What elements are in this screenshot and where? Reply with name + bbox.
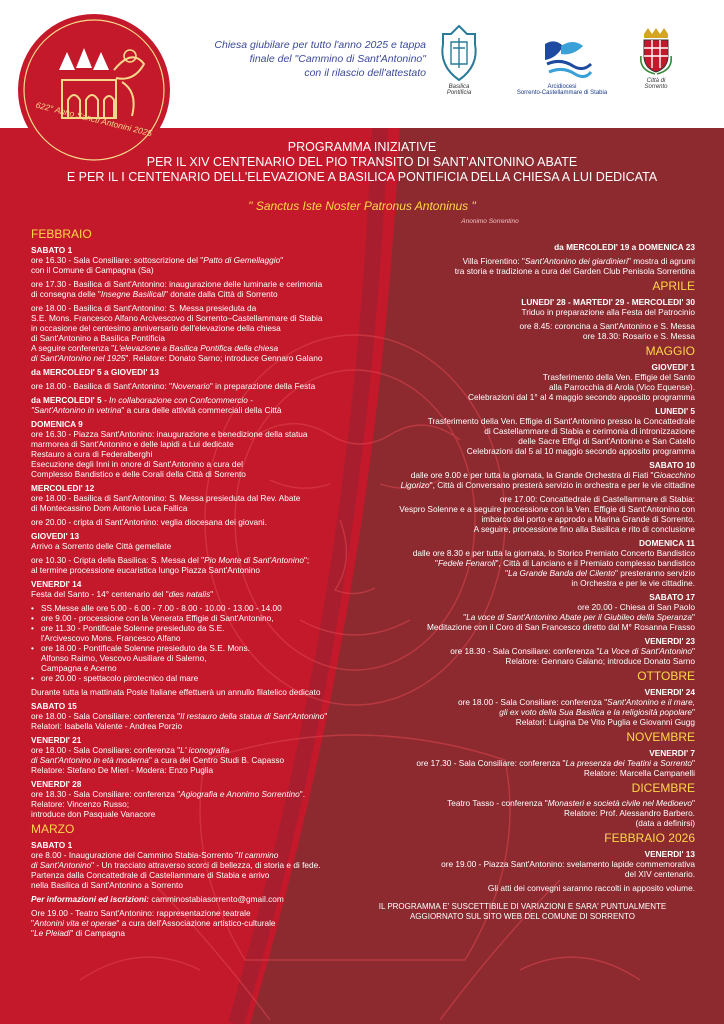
month-ottobre: OTTOBRE [637,669,695,683]
title-line-3: E PER IL I CENTENARIO DELL'ELEVAZIONE A BASILICA PONTIFICIA DELLA CHIESA A LUI DEDICATA [66,170,658,184]
event-text: dalle ore 8.30 e per tutta la giornata, lo Storico Premiato Concerto Bandistico "Fedele Fenaroli", Città di Lanciano e il Premiato complesso bandistico "La Grande Banda del Cilento" presteranno servizio in Orchestra e per le vie cittadine. [412,548,695,588]
event-text: Triduo in preparazione alla Festa del Patrocinio [521,307,695,317]
event-day: VENERDI' 21 [31,735,82,745]
event-day: SABATO 10 [649,460,695,470]
event-day: da MERCOLEDI' 5 a GIOVEDI' 13 [31,367,159,377]
title-line-2: PER IL XIV CENTENARIO DEL PIO TRANSITO DI SANT'ANTONINO ABATE [146,155,578,169]
event-text: ore 20.00 - Chiesa di San Paolo "La voce di Sant'Antonino Abate per il Giubileo della Speranza" Meditazione con il Coro di San Francesco diretto dal M° Rosanna Frasso [426,602,695,632]
event-text: Arrivo a Sorrento delle Città gemellate [31,541,172,551]
month-maggio: MAGGIO [645,344,695,358]
program-title [0,140,724,185]
event-day: GIOVEDI' 13 [31,531,80,541]
event-day: MERCOLEDI' 12 [31,483,95,493]
list-item: • ore 9.00 - processione con la Venerata Effigie di Sant'Antonino, [31,613,371,623]
event-day: VENERDI' 14 [31,579,82,589]
event-day: VENERDI' 13 [644,849,695,859]
event-text: ore 18.00 - Basilica di Sant'Antonino: S. Messa presieduta da S.E. Mons. Francesco Alfano Arcivescovo di Sorrento–Castellammare di Stabia in occasione del centesimo anniversario dell'elevazione della chiesa di Sant'Antonino a Basilica Pontificia A seguire conferenza "L'elevazione a Basilica Pontifica della chiesa di Sant'Antonino nel 1925". Relatore: Donato Sarno; introduce Gennaro Galano [31,303,323,363]
event-day: VENERDI' 7 [649,748,695,758]
diocese-logo [512,36,612,96]
event-text: Durante tutta la mattinata Poste Italiane effettuerà un annullo filatelico dedicato [31,687,321,697]
jubilee-tagline: Chiesa giubilare per tutto l'anno 2025 e tappa finale del "Cammino di Sant'Antonino" con il rilascio dell'attestato [214,39,426,79]
event-text: Trasferimento della Ven. Effigie di Sant'Antonino presso la Concattedrale di Castellammare di Stabia e cerimonia di intronizzazione delle Sacre Effigi di Sant'Antonino e San Catello Celebrazioni dal 5 al 10 maggio secondo apposito programma [427,416,695,456]
mass-schedule-list [31,603,371,683]
event-text: ore 8.00 - Inaugurazione del Cammino Stabia-Sorrento "Il cammino di Sant'Antonino" - Un tracciato attraverso scorci di bellezza, di storia e di fede. Partenza dalla Concattedrale di Castellammare di Stabia e arrivo nella Basilica di Sant'Antonino a Sorrento [31,850,321,890]
event-day: SABATO 1 [31,245,73,255]
proceedings-note: Gli atti dei convegni saranno raccolti in apposito volume. [487,883,695,893]
event-text: ore 8.45: coroncina a Sant'Antonino e S. Messa ore 18.30: Rosario e S. Messa [519,321,695,341]
event-day: LUNEDI' 5 [655,406,695,416]
month-novembre: NOVEMBRE [626,730,695,744]
event-day: LUNEDI' 28 - MARTEDI' 29 - MERCOLEDI' 30 [521,297,695,307]
event-day: SABATO 17 [649,592,695,602]
event-text: ore 17.00: Concattedrale di Castellammare di Stabia: Vespro Solenne e a seguire processione con la Ven. Effigie di Sant'Antonino con imbarco dal porto e approdo a Marina Grande di Sorrento. A seguire, processione fino alla Basilica e rito di conclusione [399,494,695,534]
event-text: ore 18.30 - Sala Consiliare: conferenza "La Voce di Sant'Antonino" Relatore: Gennaro Galano; introduce Donato Sarno [450,646,695,666]
event-text: Villa Fiorentino: "Sant'Antonino dei giardinieri" mostra di agrumi tra storia e tradizione a cura del Garden Club Penisola Sorrentina [454,256,695,276]
month-dicembre: DICEMBRE [631,781,695,795]
event-text: ore 17.30 - Sala Consiliare: conferenza "La presenza dei Teatini a Sorrento" Relatore: Marcella Campanelli [416,758,695,778]
event-text: ore 18.00 - Sala Consiliare: conferenza "Sant'Antonino e il mare, gli ex voto della Sua Basilica e la religiosità popolare" Relatori: Luigina De Vito Puglia e Giovanni Gugg [458,697,695,727]
event-text: Teatro Tasso - conferenza "Monasteri e società civile nel Medioevo" Relatore: Prof. Alessandro Barbero. (data a definirsi) [447,798,695,828]
diocese-mark-icon [527,36,597,82]
event-day: VENERDI' 23 [644,636,695,646]
title-line-1: PROGRAMMA INIZIATIVE [287,140,437,154]
event-day: DOMENICA 9 [31,419,83,429]
list-item: • ore 20.00 - spettacolo pirotecnico dal mare [31,673,371,683]
sorrento-label: Città di Sorrento [644,78,668,90]
event-day: GIOVEDI' 1 [651,362,695,372]
month-febbraio: FEBBRAIO [31,227,92,241]
event-day: DOMENICA 11 [639,538,695,548]
footer-disclaimer: IL PROGRAMMA E' SUSCETTIBILE DI VARIAZIONI E SARA' PUNTUALMENTE AGGIORNATO SUL SITO WEB DEL COMUNE DI SORRENTO [378,902,667,921]
month-aprile: APRILE [652,279,695,293]
basilica-logo [433,24,485,96]
basilica-label: Basilica Pontificia [446,84,472,96]
event-text: ore 18.30 - Sala Consiliare: conferenza "Agiografia e Anonimo Sorrentino". Relatore: Vincenzo Russo; introduce don Pasquale Vanacore [31,789,306,819]
info-email-link[interactable]: camminostabiasorrento@gmail.com [149,894,284,904]
event-text: Trasferimento della Ven. Effigie del Santo alla Parrocchia di Arola (Vico Equense). Celebrazioni dal 1° al 4 maggio secondo apposito programma [467,372,695,402]
event-text: ore 10.30 - Cripta della Basilica: S. Messa del "Pio Monte di Sant'Antonino"; al termine processione eucaristica lungo Piazza Sant'Antonino [31,555,310,575]
event-text: ore 17.30 - Basilica di Sant'Antonino: inaugurazione delle luminarie e cerimonia di consegna delle "Insegne Basilicali" donate dalla Città di Sorrento [31,279,323,299]
sorrento-crest-icon [639,26,673,76]
event-day: SABATO 15 [31,701,77,711]
event-text: Ore 19.00 - Teatro Sant'Antonino: rappresentazione teatrale "Antonini vita et operae" a cura dell'Associazione artistico-culturale "Le Pleiadi" di Campagna [31,908,276,938]
event-day: da MERCOLEDI' 19 a DOMENICA 23 [554,242,695,252]
diocese-label: Arcidiocesi Sorrento-Castellammare di Stabia [516,84,608,96]
sorrento-crest [636,26,676,90]
event-text: dalle ore 9.00 e per tutta la giornata, la Grande Orchestra di Fiati "Gioacchino Ligorizo", Città di Conversano presterà servizio in orchestra e per le vie cittadine [400,470,695,490]
basilica-crest-icon [433,24,485,82]
motto: " Sanctus Iste Noster Patronus Antoninus " [248,199,476,213]
event-text: ore 18.00 - Sala Consiliare: conferenza "L' iconografia di Sant'Antonino in età moderna" a cura del Centro Studi B. Capasso Relatore: Stefano De Mieri - Modera: Enzo Puglia [31,745,285,775]
event-text: ore 16.30 - Sala Consiliare: sottoscrizione del "Patto di Gemellaggio" con il Comune di Campagna (Sa) [31,255,284,275]
motto-author: Anonimo Sorrentino [461,218,519,225]
event-day: VENERDI' 28 [31,779,82,789]
list-item: • ore 18.00 - Pontificale Solenne presieduto da S.E. Mons. Alfonso Raimo, Vescovo Ausiliare di Salerno, Campagna e Acerno [31,643,371,673]
right-column [350,238,695,922]
event-day: VENERDI' 24 [644,687,695,697]
event-text: ore 19.00 - Piazza Sant'Antonino: svelamento lapide commemorativa del XIV centenario. [441,859,695,879]
event-text: ore 18.00 - Basilica di Sant'Antonino: S. Messa presieduta dal Rev. Abate di Montecassino Dom Antonio Luca Fallica [31,493,301,513]
event-text: Festa del Santo - 14° centenario del "dies natalis" [31,589,214,599]
event-text: ore 20.00 - cripta di Sant'Antonino: veglia diocesana dei giovani. [31,517,267,527]
event-text: ore 18.00 - Sala Consiliare: conferenza "Il restauro della statua di Sant'Antonino" Relatori: Isabella Valente - Andrea Porzio [31,711,328,731]
jubilee-logo-text: 622° Anno Sancti Antonini 2025 [34,99,154,139]
info-contact: Per informazioni ed iscrizioni: camminostabiasorrento@gmail.com [31,894,284,904]
month-marzo: MARZO [31,822,75,836]
list-item: • SS.Messe alle ore 5.00 - 6.00 - 7.00 - 8.00 - 10.00 - 13.00 - 14.00 [31,603,371,613]
event-day: da MERCOLEDI' 5 - In collaborazione con Confcommercio - "Sant'Antonino in vetrina" a cura delle attività commerciali della Città [31,395,282,415]
list-item: • ore 11.30 - Pontificale Solenne presieduto da S.E. l'Arcivescovo Mons. Francesco Alfano [31,623,371,643]
month-febbraio-2026: FEBBRAIO 2026 [604,831,695,845]
left-column [31,224,371,938]
event-text: ore 16.30 - Piazza Sant'Antonino: inaugurazione e benedizione della statua marmorea di Sant'Antonino e delle lapidi a Lui dedicate Restauro a cura di Federalberghi Esecuzione degli Inni in onore di Sant'Antonino a cura del Complesso Bandistico e delle Corali della Città di Sorrento [31,429,308,479]
event-day: SABATO 1 [31,840,73,850]
event-text: ore 18.00 - Basilica di Sant'Antonino: "Novenario" in preparazione della Festa [31,381,316,391]
